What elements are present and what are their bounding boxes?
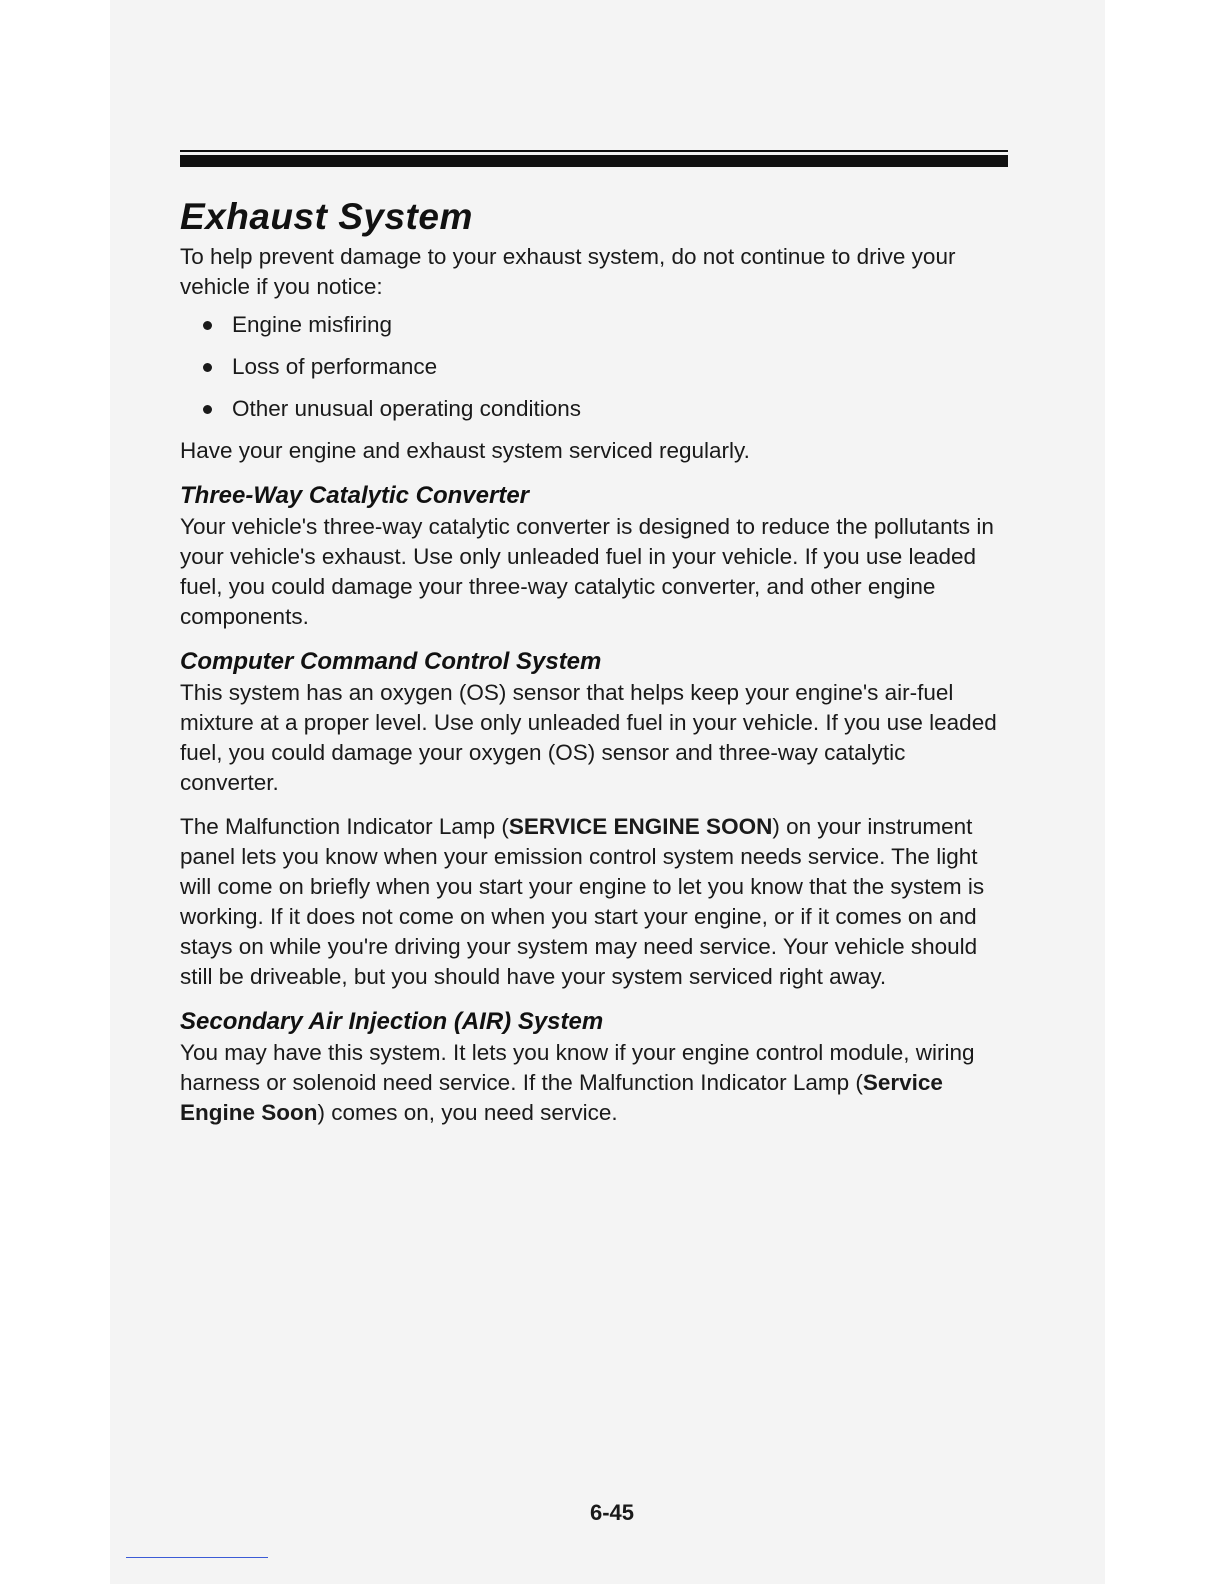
- mil-text-pre: The Malfunction Indicator Lamp (: [180, 814, 509, 839]
- list-item: Other unusual operating conditions: [232, 394, 1010, 424]
- section-heading-air: Secondary Air Injection (AIR) System: [180, 1008, 604, 1035]
- page-number: 6-45: [589, 1500, 635, 1525]
- air-text-pre: You may have this system. It lets you know if your engine control module, wiring harness or solenoid need service. If the Malfunction Indicator Lamp (: [180, 1040, 975, 1095]
- service-note: Have your engine and exhaust system serviced regularly.: [180, 438, 750, 463]
- intro-paragraph: To help prevent damage to your exhaust system, do not continue to drive your vehicle if you notice:: [180, 244, 956, 299]
- catalytic-paragraph: Your vehicle's three-way catalytic converter is designed to reduce the pollutants in your vehicle's exhaust. Use only unleaded fuel in your vehicle. If you use leaded fuel, you could damage your three-way catalytic converter, and other engine components.: [180, 514, 994, 629]
- mil-paragraph: [180, 812, 1010, 992]
- header-rule-thick: [180, 155, 1008, 167]
- section-heading-ccc: Computer Command Control System: [180, 648, 602, 675]
- page-title: Exhaust System: [180, 196, 473, 237]
- mil-label: SERVICE ENGINE SOON: [508, 814, 773, 839]
- list-item: Engine misfiring: [232, 310, 1010, 340]
- section-heading-catalytic: Three-Way Catalytic Converter: [180, 482, 530, 509]
- page-content: [180, 196, 1010, 1128]
- air-text-post: ) comes on, you need service.: [317, 1100, 618, 1125]
- mil-text-post: ) on your instrument panel lets you know when your emission control system needs service. The light will come on briefly when you start your engine to let you know that the system is working. If it does not come on when you start your engine, or if it comes on and stays on while you're driving your system may need service. Your vehicle should still be driveable, but you should have your system serviced right away.: [180, 814, 985, 989]
- footer-link-underline: [126, 1557, 268, 1558]
- ccc-paragraph: This system has an oxygen (OS) sensor that helps keep your engine's air-fuel mixture at a proper level. Use only unleaded fuel in your vehicle. If you use leaded fuel, you could damage your oxygen (OS) sensor and three-way catalytic converter.: [180, 680, 997, 795]
- symptom-list: [180, 310, 1010, 424]
- header-rule-thin: [180, 150, 1008, 152]
- list-item: Loss of performance: [232, 352, 1010, 382]
- air-label: Service Engine Soon: [180, 1070, 943, 1125]
- air-paragraph: [180, 1038, 1010, 1128]
